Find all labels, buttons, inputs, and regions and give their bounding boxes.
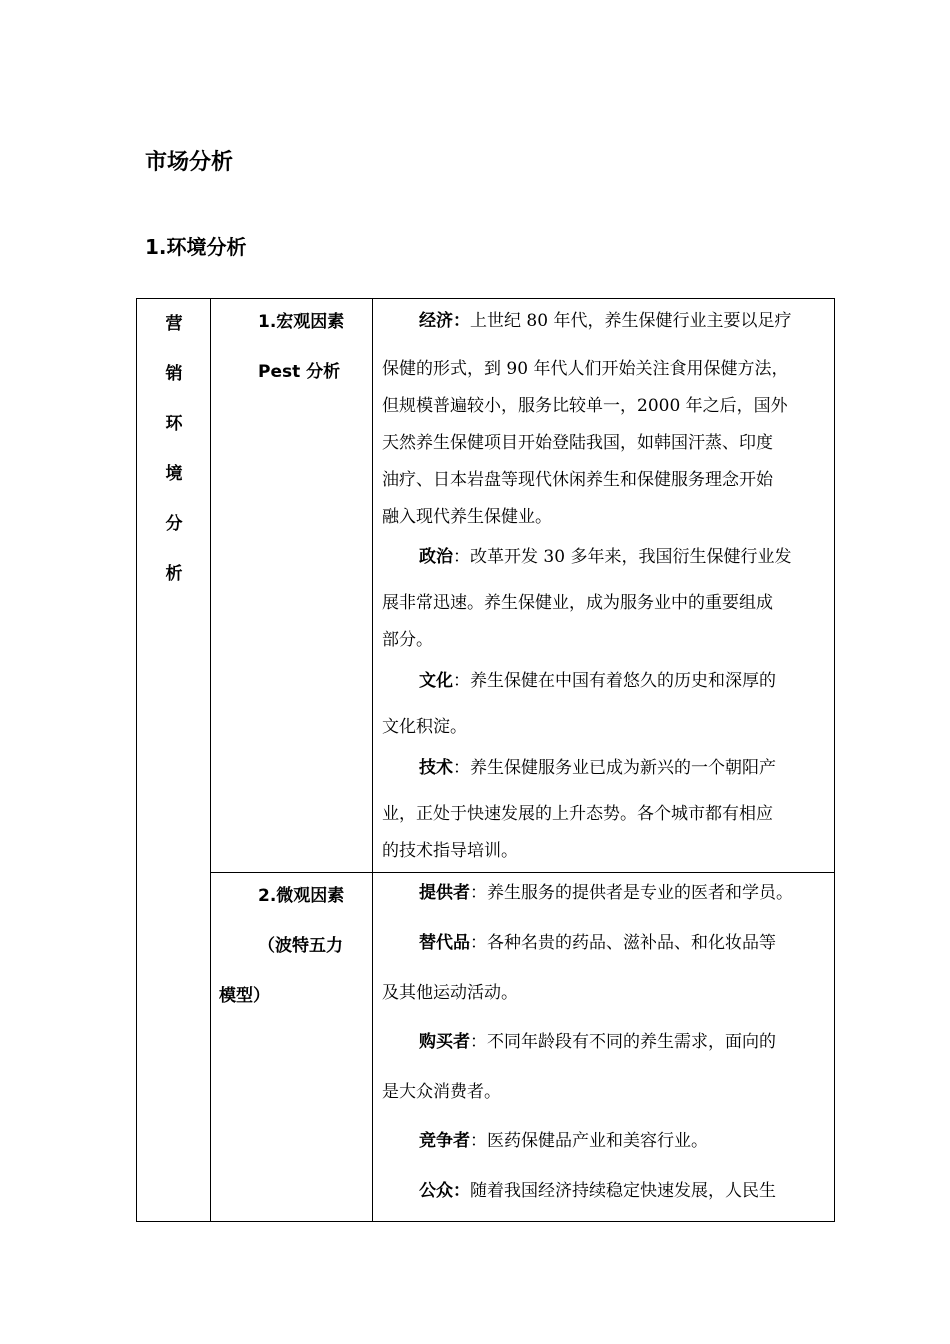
supplier-paragraph: 提供者：养生服务的提供者是专业的医者和学员。: [419, 883, 793, 903]
section-heading: 1.环境分析: [145, 235, 247, 259]
public-paragraph: 公众：随着我国经济持续稳定快速发展，人民生: [419, 1181, 776, 1201]
page-title: 市场分析: [145, 150, 234, 175]
analysis-table: 营 销 环 境 分 析 1.宏观因素 Pest 分析 经济：上世纪 80 年代，养生保健行业主要以足疗 保健的形式，到 90 年代人们开始关注食用保健方法， 但规模普遍较小，服务比较单一，2000 年之后，国外 天然养生保健项目开始登陆我国，如韩国汗蒸、印度 油疗、日本岩盘等现代休闲养生和保健服务理念开始 融入现代养生保健业。 政治：改革开发 30 多年来，我国衍生保健行业发 展非常迅速。养生保健业，成为服务业中的重要组成 部分。 文化：养生保健在中国有着悠久的历史和深厚的 文化积淀。 技术：养生保健服务业已成为新兴的一个朝阳产 业，正处于快速发展的上升态势。各个城市都有相应 的技术指导培训。 2.微观因素 （波特五力 模型） 提供者：养生服务的提供者是专业的医者和学员。 替代品：各种名贵的药品、滋补品、和化妆品等 及其他运动活动。 购买者：不同年龄段有不同的养生需求，面向的 是大众消费者。 竞争者：医药保健品产业和美容行业。 公众：随着我国经济持续稳定快速发展，人民生: [136, 298, 835, 1222]
macro-label: 1.宏观因素 Pest 分析: [258, 312, 345, 382]
micro-content: 提供者：养生服务的提供者是专业的医者和学员。 替代品：各种名贵的药品、滋补品、和化妆品等 及其他运动活动。 购买者：不同年龄段有不同的养生需求，面向的 是大众消费者。 竞争者：医药保健品产业和美容行业。 公众：随着我国经济持续稳定快速发展，人民生: [382, 872, 830, 1221]
marketing-env-label: 营 销 环 境 分 析: [165, 314, 183, 584]
buyer-paragraph: 购买者：不同年龄段有不同的养生需求，面向的: [419, 1032, 776, 1052]
macro-content: 经济：上世纪 80 年代，养生保健行业主要以足疗 保健的形式，到 90 年代人们开始关注食用保健方法， 但规模普遍较小，服务比较单一，2000 年之后，国外 天然养生保健项目开始登陆我国，如韩国汗蒸、印度 油疗、日本岩盘等现代休闲养生和保健服务理念开始 融入现代养生保健业。 政治：改革开发 30 多年来，我国衍生保健行业发 展非常迅速。养生保健业，成为服务业中的重要组成 部分。 文化：养生保健在中国有着悠久的历史和深厚的 文化积淀。 技术：养生保健服务业已成为新兴的一个朝阳产 业，正处于快速发展的上升态势。各个城市都有相应 的技术指导培训。: [382, 299, 830, 872]
politics-paragraph: 政治：改革开发 30 多年来，我国衍生保健行业发: [419, 547, 792, 567]
economy-paragraph: 经济：上世纪 80 年代，养生保健行业主要以足疗: [419, 311, 792, 331]
tech-paragraph: 技术：养生保健服务业已成为新兴的一个朝阳产: [419, 758, 776, 778]
culture-paragraph: 文化：养生保健在中国有着悠久的历史和深厚的: [419, 671, 776, 691]
table-divider: [372, 299, 373, 1221]
substitute-paragraph: 替代品：各种名贵的药品、滋补品、和化妆品等: [419, 933, 776, 953]
micro-label: 2.微观因素: [258, 886, 345, 906]
competitor-paragraph: 竞争者：医药保健品产业和美容行业。: [419, 1131, 708, 1151]
